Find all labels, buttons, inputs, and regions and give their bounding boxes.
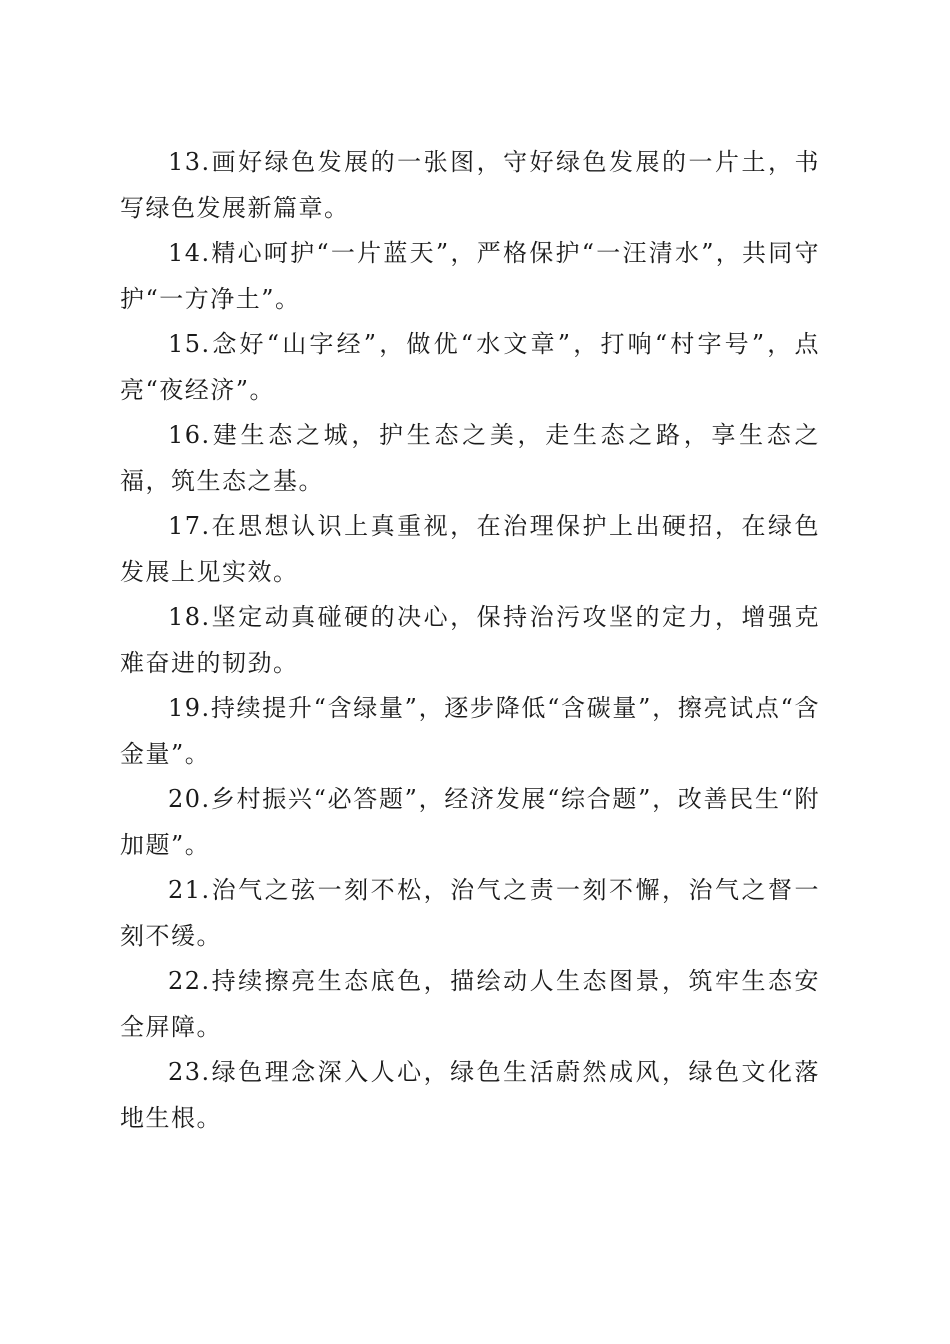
paragraph-17: 17.在思想认识上真重视，在治理保护上出硬招，在绿色发展上见实效。 — [120, 512, 820, 586]
paragraph-22: 22.持续擦亮生态底色，描绘动人生态图景，筑牢生态安全屏障。 — [120, 967, 820, 1041]
document-body — [120, 140, 820, 1141]
paragraph-21: 21.治气之弦一刻不松，治气之责一刻不懈，治气之督一刻不缓。 — [120, 876, 820, 950]
paragraph-15: 15.念好“山字经”，做优“水文章”，打响“村字号”，点亮“夜经济”。 — [120, 330, 820, 404]
paragraph-19: 19.持续提升“含绿量”，逐步降低“含碳量”，擦亮试点“含金量”。 — [120, 694, 820, 768]
paragraph-14: 14.精心呵护“一片蓝天”，严格保护“一汪清水”，共同守护“一方净土”。 — [120, 239, 820, 313]
paragraph-23: 23.绿色理念深入人心，绿色生活蔚然成风，绿色文化落地生根。 — [120, 1058, 820, 1132]
paragraph-13: 13.画好绿色发展的一张图，守好绿色发展的一片土，书写绿色发展新篇章。 — [120, 148, 820, 222]
paragraph-16: 16.建生态之城，护生态之美，走生态之路，享生态之福，筑生态之基。 — [120, 421, 820, 495]
paragraph-20: 20.乡村振兴“必答题”，经济发展“综合题”，改善民生“附加题”。 — [120, 785, 820, 859]
paragraph-18: 18.坚定动真碰硬的决心，保持治污攻坚的定力，增强克难奋进的韧劲。 — [120, 603, 820, 677]
